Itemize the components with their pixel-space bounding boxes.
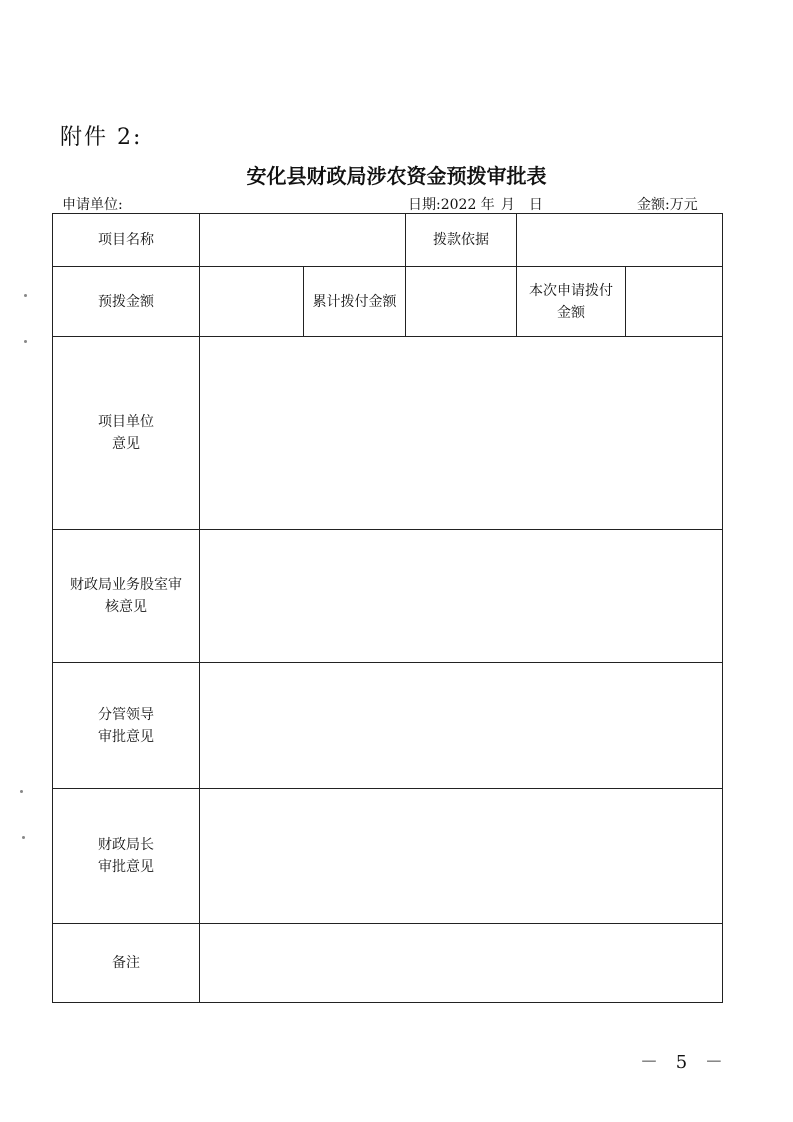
project-name-label: 项目名称 — [98, 232, 154, 248]
amount-label: 金额: — [637, 197, 670, 213]
dept-review-area[interactable] — [200, 530, 722, 662]
scan-speck — [22, 836, 25, 839]
date-day: 日 — [528, 197, 543, 213]
cumulative-value[interactable] — [406, 267, 516, 336]
remarks-area[interactable] — [200, 924, 722, 1002]
scan-speck — [24, 340, 27, 343]
dept-review-line2: 核意见 — [105, 599, 147, 615]
unit-opinion-area[interactable] — [200, 337, 722, 529]
director-approval-line1: 财政局长 — [98, 837, 154, 853]
applicant-label: 申请单位: — [62, 197, 123, 213]
director-approval-label — [53, 789, 199, 923]
leader-approval-label — [53, 663, 199, 788]
prepay-amount-value[interactable] — [200, 267, 303, 336]
date-month: 月 — [500, 197, 515, 213]
date-year: 2022 年 — [440, 197, 495, 213]
scan-speck — [24, 294, 27, 297]
unit-opinion-line1: 项目单位 — [98, 414, 154, 430]
current-request-value[interactable] — [626, 267, 722, 336]
approval-form-table — [52, 213, 723, 1003]
rule-bottom — [52, 1002, 723, 1003]
date-field — [408, 194, 543, 214]
leader-approval-area[interactable] — [200, 663, 722, 788]
leader-approval-line1: 分管领导 — [98, 706, 154, 723]
leader-approval-line2: 审批意见 — [98, 728, 154, 745]
attachment-label: 附件 2: — [60, 125, 143, 150]
date-label: 日期: — [408, 197, 441, 213]
basis-value[interactable] — [517, 214, 722, 266]
director-approval-area[interactable] — [200, 789, 722, 923]
amount-unit: 万元 — [669, 197, 698, 213]
cumulative-label: 累计拨付金额 — [312, 293, 397, 310]
current-request-label — [517, 267, 625, 336]
director-approval-line2: 审批意见 — [98, 859, 154, 875]
scan-speck — [20, 790, 23, 793]
page-number: － 5 － — [640, 1052, 729, 1073]
basis-label: 拨款依据 — [433, 232, 489, 248]
project-name-value[interactable] — [200, 214, 405, 266]
unit-opinion-label — [53, 337, 199, 529]
amount-unit-field — [637, 194, 698, 214]
current-request-label-line2: 金额 — [557, 304, 585, 321]
current-request-label-line1: 本次申请拨付 — [529, 282, 613, 299]
unit-opinion-line2: 意见 — [112, 436, 140, 452]
dept-review-line1: 财政局业务股室审 — [70, 577, 182, 593]
remarks-label: 备注 — [112, 955, 140, 971]
dept-review-label — [53, 530, 199, 662]
rule-right — [722, 213, 723, 1003]
applicant-unit — [62, 194, 123, 214]
prepay-amount-label: 预拨金额 — [98, 293, 154, 310]
form-title: 安化县财政局涉农资金预拨审批表 — [246, 164, 547, 188]
